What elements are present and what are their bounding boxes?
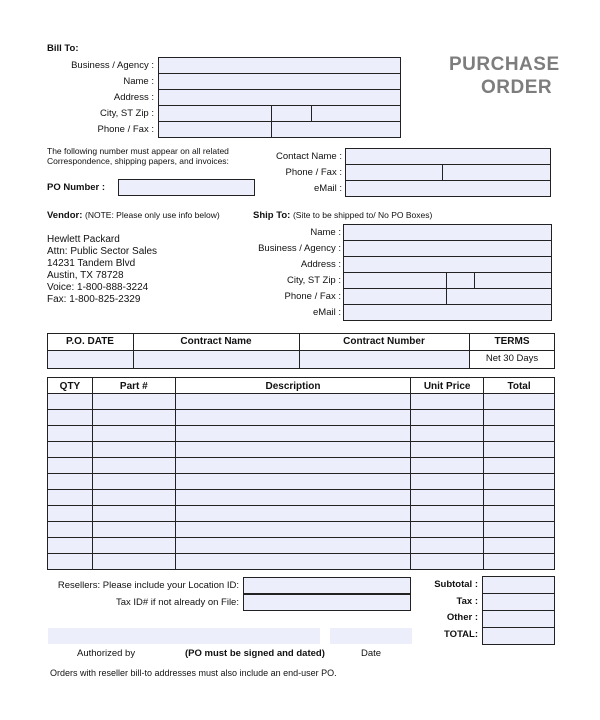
bill-city-label: City, ST Zip : bbox=[99, 108, 154, 119]
description-cell[interactable] bbox=[175, 538, 411, 554]
contact-email-input[interactable] bbox=[345, 180, 551, 197]
total-cell[interactable] bbox=[484, 522, 555, 538]
items-header-row bbox=[48, 378, 555, 394]
total-cell[interactable] bbox=[484, 442, 555, 458]
unit-price-header: Unit Price bbox=[411, 378, 484, 394]
bill-address-label: Address : bbox=[113, 92, 154, 103]
bill-address-input[interactable] bbox=[158, 89, 401, 106]
reseller-note: Orders with reseller bill-to addresses must also include an end-user PO. bbox=[50, 668, 337, 678]
location-id-input[interactable] bbox=[243, 577, 411, 594]
authorized-signature-input[interactable] bbox=[48, 628, 320, 644]
part-cell[interactable] bbox=[92, 410, 175, 426]
qty-cell[interactable] bbox=[48, 458, 93, 474]
description-cell[interactable] bbox=[175, 522, 411, 538]
contact-phone-label: Phone / Fax : bbox=[285, 167, 342, 178]
unit-price-cell[interactable] bbox=[411, 426, 484, 442]
ship-email-input[interactable] bbox=[343, 304, 552, 321]
qty-cell[interactable] bbox=[48, 506, 93, 522]
bill-business-input[interactable] bbox=[158, 57, 401, 74]
vendor-heading: Vendor: bbox=[47, 210, 83, 221]
table-row bbox=[48, 506, 555, 522]
contract-name-input[interactable] bbox=[134, 351, 299, 368]
unit-price-cell[interactable] bbox=[411, 474, 484, 490]
table-row bbox=[48, 538, 555, 554]
subtotal-input[interactable] bbox=[482, 576, 555, 594]
vendor-line: 14231 Tandem Blvd bbox=[47, 258, 136, 269]
ship-city-label: City, ST Zip : bbox=[286, 275, 341, 286]
line-items-table bbox=[47, 377, 555, 570]
qty-cell[interactable] bbox=[48, 394, 93, 410]
ship-business-label: Business / Agency : bbox=[258, 243, 341, 254]
ship-to-note: (Site to be shipped to/ No PO Boxes) bbox=[292, 210, 433, 220]
taxid-input[interactable] bbox=[243, 594, 411, 611]
subtotal-label: Subtotal : bbox=[434, 579, 478, 590]
description-cell[interactable] bbox=[175, 474, 411, 490]
contract-number-header: Contract Number bbox=[343, 336, 425, 347]
title-purchase: PURCHASE bbox=[449, 54, 560, 75]
ship-heading-row bbox=[253, 210, 432, 221]
contact-email-label: eMail : bbox=[314, 183, 342, 194]
contract-number-input[interactable] bbox=[300, 351, 469, 368]
taxid-label: Tax ID# if not already on File: bbox=[115, 597, 239, 608]
total-cell[interactable] bbox=[484, 506, 555, 522]
part-cell[interactable] bbox=[92, 474, 175, 490]
table-row bbox=[48, 394, 555, 410]
contact-name-label: Contact Name : bbox=[276, 151, 342, 162]
vendor-line: Austin, TX 78728 bbox=[47, 270, 124, 281]
other-input[interactable] bbox=[482, 610, 555, 628]
ship-phone-label: Phone / Fax : bbox=[284, 291, 341, 302]
unit-price-cell[interactable] bbox=[411, 458, 484, 474]
bill-name-input[interactable] bbox=[158, 73, 401, 90]
signed-note: (PO must be signed and dated) bbox=[185, 648, 325, 659]
vendor-line: Attn: Public Sector Sales bbox=[47, 246, 158, 257]
table-row bbox=[48, 474, 555, 490]
unit-price-cell[interactable] bbox=[411, 506, 484, 522]
description-header: Description bbox=[175, 378, 411, 394]
total-cell[interactable] bbox=[484, 458, 555, 474]
terms-value: Net 30 Days bbox=[485, 353, 539, 364]
ship-fax-input[interactable] bbox=[446, 288, 552, 305]
unit-price-cell[interactable] bbox=[411, 490, 484, 506]
qty-cell[interactable] bbox=[48, 426, 93, 442]
date-input[interactable] bbox=[330, 628, 412, 644]
resellers-label: Resellers: Please include your Location ID: bbox=[57, 580, 239, 591]
tax-input[interactable] bbox=[482, 593, 555, 611]
vendor-heading-row bbox=[47, 210, 220, 221]
terms-header: TERMS bbox=[494, 336, 530, 347]
date-label: Date bbox=[361, 648, 382, 659]
total-cell[interactable] bbox=[484, 426, 555, 442]
unit-price-cell[interactable] bbox=[411, 410, 484, 426]
description-cell[interactable] bbox=[175, 426, 411, 442]
authorized-label: Authorized by bbox=[77, 648, 136, 659]
table-row bbox=[48, 426, 555, 442]
bill-phone-label: Phone / Fax : bbox=[97, 124, 154, 135]
total-cell[interactable] bbox=[484, 490, 555, 506]
part-cell[interactable] bbox=[92, 554, 175, 570]
table-row bbox=[48, 490, 555, 506]
description-cell[interactable] bbox=[175, 410, 411, 426]
description-cell[interactable] bbox=[175, 458, 411, 474]
ship-state-input[interactable] bbox=[446, 272, 475, 289]
qty-cell[interactable] bbox=[48, 442, 93, 458]
bill-name-label: Name : bbox=[123, 76, 154, 87]
description-cell[interactable] bbox=[175, 442, 411, 458]
total-cell[interactable] bbox=[484, 410, 555, 426]
qty-header: QTY bbox=[48, 378, 93, 394]
ship-phone-input[interactable] bbox=[343, 288, 447, 305]
total-cell[interactable] bbox=[484, 474, 555, 490]
notice-line-1: The following number must appear on all related bbox=[47, 146, 229, 156]
description-cell[interactable] bbox=[175, 394, 411, 410]
bill-state-input[interactable] bbox=[271, 105, 312, 122]
part-cell[interactable] bbox=[92, 538, 175, 554]
table-row bbox=[48, 458, 555, 474]
part-cell[interactable] bbox=[92, 490, 175, 506]
vendor-line: Voice: 1-800-888-3224 bbox=[47, 282, 149, 293]
contact-fax-input[interactable] bbox=[442, 164, 551, 181]
total-cell[interactable] bbox=[484, 538, 555, 554]
ship-city-input[interactable] bbox=[343, 272, 447, 289]
unit-price-cell[interactable] bbox=[411, 442, 484, 458]
contract-name-header: Contract Name bbox=[180, 336, 252, 347]
total-input[interactable] bbox=[482, 627, 555, 645]
qty-cell[interactable] bbox=[48, 410, 93, 426]
description-cell[interactable] bbox=[175, 506, 411, 522]
qty-cell[interactable] bbox=[48, 490, 93, 506]
ship-to-heading: Ship To: bbox=[253, 210, 291, 221]
other-label: Other : bbox=[446, 612, 478, 623]
total-header: Total bbox=[484, 378, 555, 394]
ship-name-input[interactable] bbox=[343, 224, 552, 241]
bill-phone-input[interactable] bbox=[158, 121, 272, 138]
vendor-line: Fax: 1-800-825-2329 bbox=[47, 294, 141, 305]
po-number-label: PO Number : bbox=[47, 182, 106, 193]
part-cell[interactable] bbox=[92, 506, 175, 522]
unit-price-cell[interactable] bbox=[411, 522, 484, 538]
vendor-line: Hewlett Packard bbox=[47, 234, 120, 245]
ship-address-label: Address : bbox=[300, 259, 341, 270]
table-row bbox=[48, 522, 555, 538]
ship-email-label: eMail : bbox=[313, 307, 341, 318]
total-label: TOTAL: bbox=[444, 629, 478, 640]
part-cell[interactable] bbox=[92, 458, 175, 474]
unit-price-cell[interactable] bbox=[411, 554, 484, 570]
tax-label: Tax : bbox=[456, 596, 478, 607]
qty-cell[interactable] bbox=[48, 474, 93, 490]
part-header: Part # bbox=[92, 378, 175, 394]
notice-line-2: Correspondence, shipping papers, and invoices: bbox=[47, 156, 229, 166]
part-cell[interactable] bbox=[92, 522, 175, 538]
title-order: ORDER bbox=[481, 77, 553, 98]
unit-price-cell[interactable] bbox=[411, 538, 484, 554]
qty-cell[interactable] bbox=[48, 538, 93, 554]
contact-phone-input[interactable] bbox=[345, 164, 443, 181]
table-row bbox=[48, 410, 555, 426]
contact-name-input[interactable] bbox=[345, 148, 551, 165]
part-cell[interactable] bbox=[92, 394, 175, 410]
vendor-note: (NOTE: Please only use info below) bbox=[85, 210, 220, 220]
table-row bbox=[48, 442, 555, 458]
po-date-input[interactable] bbox=[48, 351, 133, 368]
total-cell[interactable] bbox=[484, 394, 555, 410]
table-row bbox=[48, 554, 555, 570]
ship-address-input[interactable] bbox=[343, 256, 552, 273]
ship-zip-input[interactable] bbox=[474, 272, 552, 289]
ship-name-label: Name : bbox=[310, 227, 341, 238]
bill-fax-input[interactable] bbox=[271, 121, 401, 138]
items-body bbox=[48, 394, 555, 570]
ship-business-input[interactable] bbox=[343, 240, 552, 257]
part-cell[interactable] bbox=[92, 426, 175, 442]
unit-price-cell[interactable] bbox=[411, 394, 484, 410]
total-cell[interactable] bbox=[484, 554, 555, 570]
qty-cell[interactable] bbox=[48, 522, 93, 538]
part-cell[interactable] bbox=[92, 442, 175, 458]
bill-zip-input[interactable] bbox=[311, 105, 401, 122]
po-date-header: P.O. DATE bbox=[66, 336, 114, 347]
bill-city-input[interactable] bbox=[158, 105, 272, 122]
bill-to-heading: Bill To: bbox=[47, 43, 79, 54]
description-cell[interactable] bbox=[175, 554, 411, 570]
qty-cell[interactable] bbox=[48, 554, 93, 570]
bill-business-label: Business / Agency : bbox=[71, 60, 154, 71]
po-number-input[interactable] bbox=[118, 179, 255, 196]
description-cell[interactable] bbox=[175, 490, 411, 506]
